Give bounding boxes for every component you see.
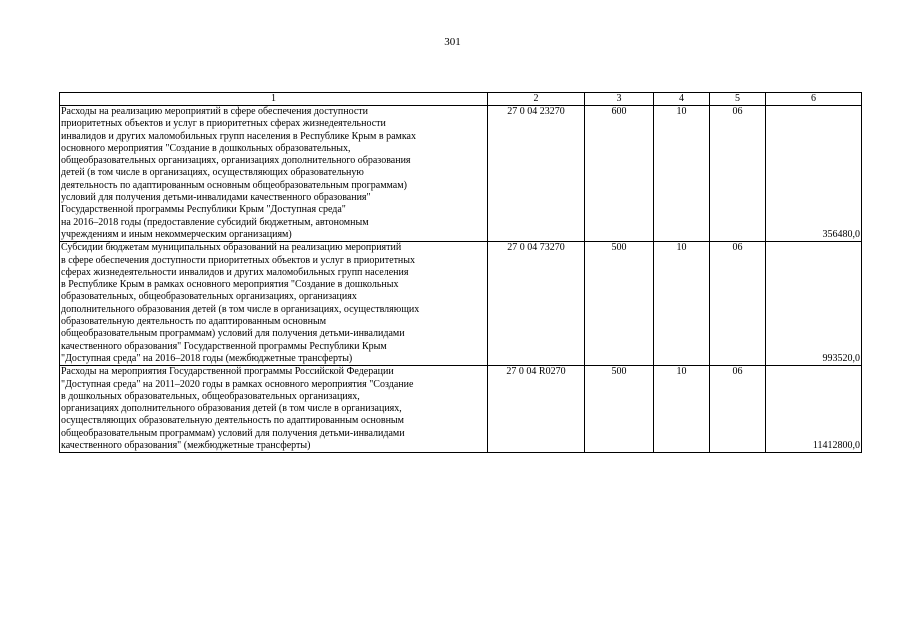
row-col4: 10 bbox=[654, 366, 710, 453]
row-description: Расходы на реализацию мероприятий в сфере обеспечения доступности приоритетных объектов и услуг в приоритетных сферах жизнедеятельности инвалидов и других маломобильных групп населения в Республике Крым в рамках основного мероприятия "Создание в дошкольных образовательных, общеобразовательных организациях, организациях дополнительного образования детей (в том числе в организациях, осуществляющих образовательную деятельность по адаптированным основным общеобразовательным программам) условий для получения детьми-инвалидами качественного образования" Государственной программы Республики Крым "Доступная среда" на 2016–2018 годы (предоставление субсидий бюджетным, автономным учреждениям и иным некоммерческим организациям) bbox=[60, 106, 488, 242]
row-col5: 06 bbox=[710, 242, 766, 366]
row-amount: 993520,0 bbox=[766, 242, 862, 366]
row-code: 27 0 04 23270 bbox=[488, 106, 585, 242]
row-col5: 06 bbox=[710, 106, 766, 242]
row-col3: 500 bbox=[585, 242, 654, 366]
row-amount: 356480,0 bbox=[766, 106, 862, 242]
row-col4: 10 bbox=[654, 106, 710, 242]
row-amount: 11412800,0 bbox=[766, 366, 862, 453]
column-header: 2 bbox=[488, 93, 585, 106]
column-header: 6 bbox=[766, 93, 862, 106]
table-row bbox=[60, 106, 862, 242]
column-header: 3 bbox=[585, 93, 654, 106]
page-number: 301 bbox=[444, 36, 461, 48]
row-col3: 500 bbox=[585, 366, 654, 453]
column-header: 5 bbox=[710, 93, 766, 106]
row-col4: 10 bbox=[654, 242, 710, 366]
header-row bbox=[60, 93, 862, 106]
budget-table bbox=[59, 92, 862, 453]
row-code: 27 0 04 R0270 bbox=[488, 366, 585, 453]
row-description: Субсидии бюджетам муниципальных образований на реализацию мероприятий в сфере обеспечения доступности приоритетных объектов и услуг в приоритетных сферах жизнедеятельности инвалидов и других маломобильных групп населения в Республике Крым в рамках основного мероприятия "Создание в дошкольных образовательных, общеобразовательных организациях, организациях дополнительного образования детей (в том числе в организациях, осуществляющих образовательную деятельность по адаптированным основным общеобразовательным программам) условий для получения детьми-инвалидами качественного образования" Государственной программы Республики Крым "Доступная среда" на 2016–2018 годы (межбюджетные трансферты) bbox=[60, 242, 488, 366]
row-col3: 600 bbox=[585, 106, 654, 242]
column-header: 4 bbox=[654, 93, 710, 106]
table-row bbox=[60, 366, 862, 453]
row-description: Расходы на мероприятия Государственной программы Российской Федерации "Доступная среда" на 2011–2020 годы в рамках основного мероприятия "Создание в дошкольных образовательных, общеобразовательных организациях, организациях дополнительного образования детей (в том числе в организациях, осуществляющих образовательную деятельность по адаптированным основным общеобразовательным программам) условий для получения детьми-инвалидами качественного образования" (межбюджетные трансферты) bbox=[60, 366, 488, 453]
table-row bbox=[60, 242, 862, 366]
row-code: 27 0 04 73270 bbox=[488, 242, 585, 366]
row-col5: 06 bbox=[710, 366, 766, 453]
column-header: 1 bbox=[60, 93, 488, 106]
